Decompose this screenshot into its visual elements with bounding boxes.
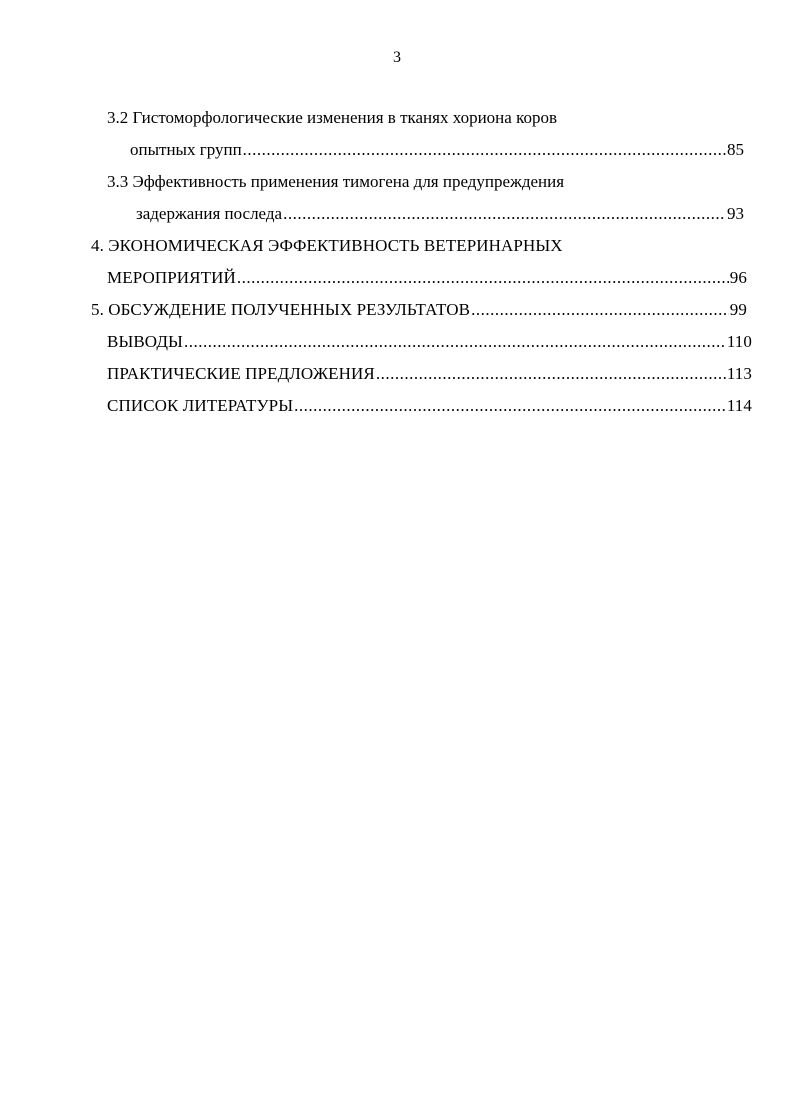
toc-page-number: 99 [729,300,747,319]
toc-page-number: 96 [729,268,747,287]
toc-page-number: 93 [727,204,744,223]
toc-entry-label: ПРАКТИЧЕСКИЕ ПРЕДЛОЖЕНИЯ [107,364,375,383]
toc-entry-practical-proposals[interactable] [107,363,752,385]
toc-entry-label: 5. ОБСУЖДЕНИЕ ПОЛУЧЕННЫХ РЕЗУЛЬТАТОВ [91,300,471,319]
toc-entry-4-line1: 4. ЭКОНОМИЧЕСКАЯ ЭФФЕКТИВНОСТЬ ВЕТЕРИНАРНЫХ [91,236,563,255]
leader-dots [237,267,729,289]
toc-entry-3-3[interactable] [136,203,744,225]
toc-entry-label: МЕРОПРИЯТИЙ [107,268,236,287]
leader-dots [376,363,726,385]
toc-entry-references[interactable] [107,395,752,417]
toc-entry-label: СПИСОК ЛИТЕРАТУРЫ [107,396,294,415]
toc-entry-label: опытных групп [130,140,242,159]
toc-entry-3-3-line1: 3.3 Эффективность применения тимогена для предупреждения [107,172,565,191]
toc-page-number: 85 [727,140,744,159]
toc-page-number: 113 [726,364,752,383]
toc-page-number: 110 [726,332,752,351]
page-number: 3 [393,49,401,66]
leader-dots [283,203,726,225]
toc-page-number: 114 [726,396,752,415]
toc-entry-label: задержания последа [136,204,283,223]
leader-dots [471,299,729,321]
leader-dots [294,395,726,417]
toc-entry-4[interactable] [107,267,747,289]
toc-entry-conclusions[interactable] [107,331,752,353]
toc-entry-3-2-line1: 3.2 Гистоморфологические изменения в тканях хориона коров [107,108,557,127]
leader-dots [184,331,726,353]
toc-entry-3-2[interactable] [130,139,744,161]
leader-dots [243,139,726,161]
toc-entry-label: ВЫВОДЫ [107,332,183,351]
toc-entry-5[interactable] [91,299,747,321]
